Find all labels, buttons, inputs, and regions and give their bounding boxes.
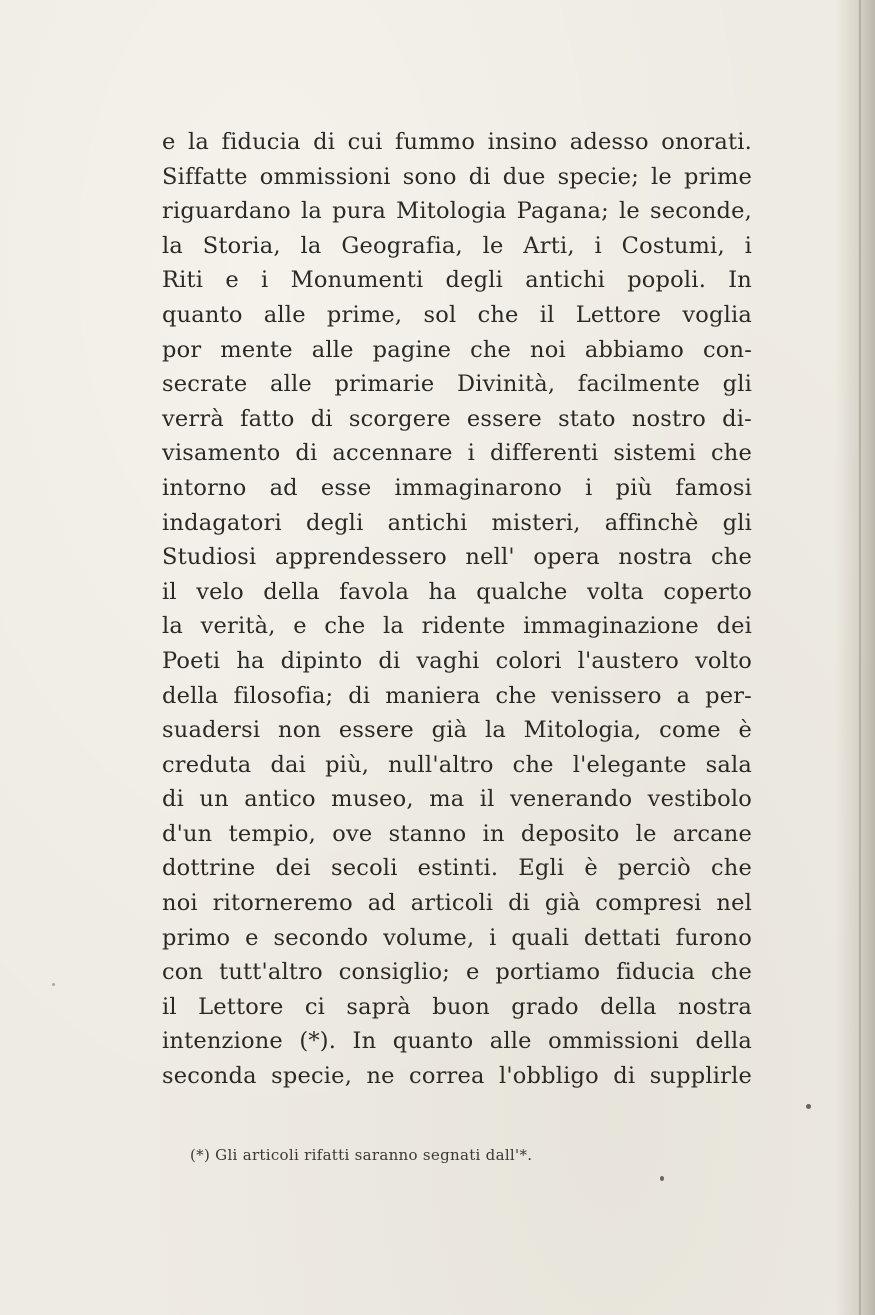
paper-speck [52,983,55,986]
text-line: e la fiducia di cui fummo insino adesso onorati. [162,129,752,155]
paper-speck [806,1104,811,1109]
text-line: indagatori degli antichi misteri, affinchè gli [162,509,752,536]
page-edge-line [859,0,861,1315]
paper-speck [660,1176,664,1181]
text-line: intenzione (*). In quanto alle ommissioni della [162,1028,752,1055]
text-line: Studiosi apprendessero nell' opera nostra che [162,544,752,571]
text-line: Siffatte ommissioni sono di due specie; le prime [162,163,752,190]
text-line: creduta dai più, null'altro che l'elegante sala [162,751,752,778]
text-line: primo e secondo volume, i quali dettati furono [162,924,752,951]
text-line: Poeti ha dipinto di vaghi colori l'austero volto [162,647,752,674]
text-line: d'un tempio, ove stanno in deposito le arcane [162,820,752,847]
text-line: quanto alle prime, sol che il Lettore voglia [162,301,752,328]
text-line: la Storia, la Geografia, le Arti, i Costumi, i [162,232,752,259]
text-line: verrà fatto di scorgere essere stato nostro di- [162,405,752,432]
text-line: suadersi non essere già la Mitologia, come è [162,717,752,744]
text-line: riguardano la pura Mitologia Pagana; le seconde, [162,198,752,225]
text-line: secrate alle primarie Divinità, facilmente gli [162,371,752,398]
text-line: di un antico museo, ma il venerando vestibolo [162,786,752,813]
text-line: il Lettore ci saprà buon grado della nostra [162,993,752,1020]
text-line: por mente alle pagine che noi abbiamo con- [162,336,752,363]
text-line: intorno ad esse immaginarono i più famosi [162,474,752,501]
text-line: la verità, e che la ridente immaginazione dei [162,613,752,640]
text-line: con tutt'altro consiglio; e portiamo fiducia che [162,959,752,986]
body-text [162,125,752,1094]
text-line: dottrine dei secoli estinti. Egli è perciò che [162,855,752,882]
footnote: (*) Gli articoli rifatti saranno segnati dall'*. [190,1146,533,1164]
text-line: il velo della favola ha qualche volta coperto [162,578,752,605]
text-line: Riti e i Monumenti degli antichi popoli. In [162,267,752,294]
text-line: noi ritorneremo ad articoli di già compresi nel [162,890,752,917]
text-line: seconda specie, ne correa l'obbligo di supplirle [162,1063,752,1090]
page-edge-shadow [835,0,875,1315]
text-line: visamento di accennare i differenti sistemi che [162,440,752,467]
text-line: della filosofia; di maniera che venissero a per- [162,682,752,709]
